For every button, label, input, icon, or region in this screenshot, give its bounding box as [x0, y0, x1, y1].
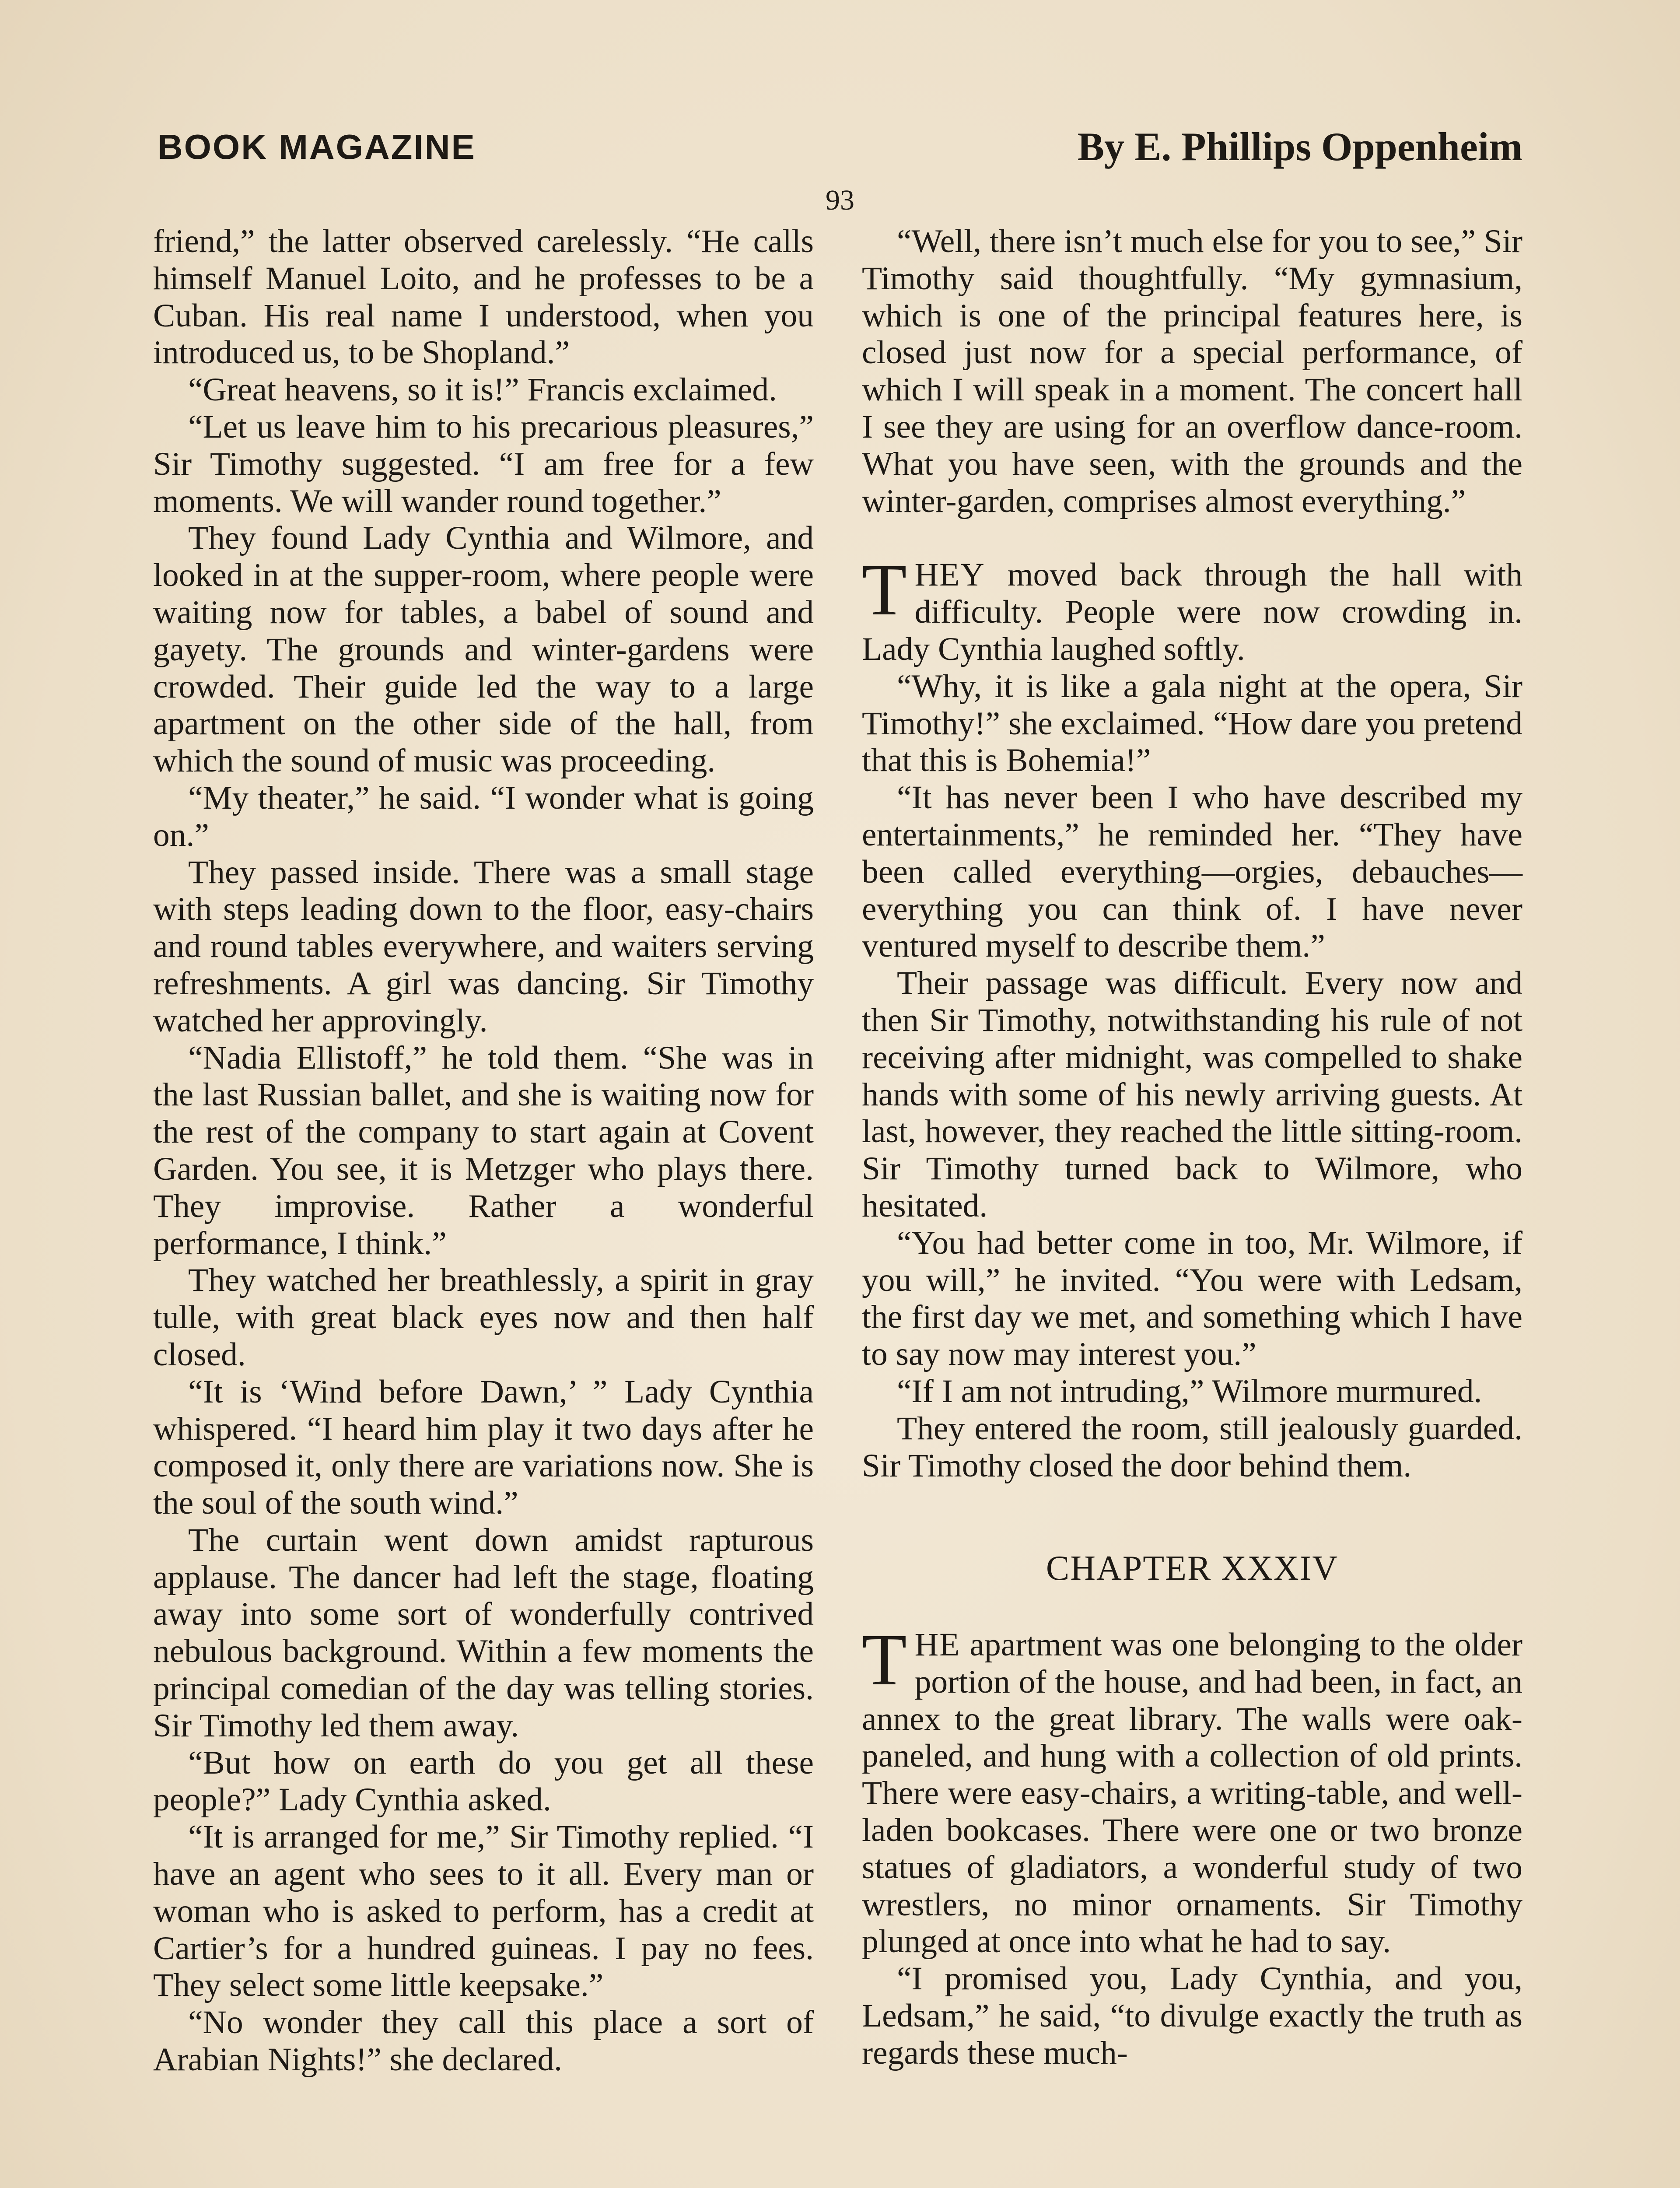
right-column — [862, 223, 1522, 2072]
paragraph: “Well, there isn’t much else for you to see,” Sir Timothy said thoughtfully. “My gymnasium, which is one of the principal features here, is closed just now for a special performance, of which I will speak in a moment. The concert hall I see they are using for an overflow dance-room. What you have seen, with the grounds and the winter-garden, comprises almost everything.” — [862, 223, 1522, 519]
paragraph: “You had better come in too, Mr. Wilmore, if you will,” he invited. “You were with Ledsam, the first day we met, and something which I have to say now may interest you.” — [862, 1224, 1522, 1373]
magazine-title: BOOK MAGAZINE — [158, 127, 476, 166]
paragraph: “Great heavens, so it is!” Francis exclaimed. — [188, 372, 777, 408]
section-opening-paragraph — [862, 549, 1522, 668]
opening-text: apartment was one belonging to the older portion of the house, and had been, in fact, an annex to the great library. The walls were oak-paneled, and hung with a collection of old prints. There were easy-chairs, a writing-table, and well-laden bookcases. There were one or two bronze statues of gladiators, a wonderful study of two wrestlers, no minor ornaments. Sir Timothy plunged at once into what he had to say. — [862, 1627, 1522, 1960]
paragraph: Their passage was difficult. Every now and then Sir Timothy, notwithstanding his rule of not receiving after midnight, was compelled to shake hands with some of his newly arriving guests. At last, however, they reached the little sitting-room. Sir Timothy turned back to Wilmore, who hesitated. — [862, 965, 1522, 1224]
paragraph: “If I am not intruding,” Wilmore murmured. — [897, 1373, 1482, 1410]
section-gap — [862, 520, 1522, 557]
paragraph: They passed inside. There was a small stage with steps leading down to the floor, easy-chairs and round tables everywhere, and waiters serving refreshments. A girl was dancing. Sir Timothy watched her approvingly. — [153, 854, 814, 1039]
paragraph: “But how on earth do you get all these people?” Lady Cynthia asked. — [153, 1744, 814, 1818]
paragraph: friend,” the latter observed carelessly. “He calls himself Manuel Loito, and he professes to be a Cuban. His real name I understood, when you introduced us, to be Shopland.” — [153, 223, 814, 371]
paragraph: “Why, it is like a gala night at the opera, Sir Timothy!” she exclaimed. “How dare you pretend that this is Bohemia!” — [862, 668, 1522, 779]
running-header — [158, 124, 1522, 175]
drop-cap: T — [862, 549, 907, 631]
left-column — [153, 223, 814, 2079]
paragraph: “It is ‘Wind before Dawn,’ ” Lady Cynthia whispered. “I heard him play it two days after he composed it, only there are variations now. She is the soul of the south wind.” — [153, 1373, 814, 1522]
chapter-opening-paragraph — [862, 1619, 1522, 1960]
opening-word: HE — [914, 1627, 961, 1663]
drop-cap: T — [862, 1619, 907, 1701]
paragraph: The curtain went down amidst rapturous applause. The dancer had left the stage, floating away into some sort of wonderfully contrived nebulous background. Within a few moments the principal comedian of the day was telling stories. Sir Timothy led them away. — [153, 1522, 814, 1744]
opening-word: HEY — [914, 557, 985, 593]
paragraph: “No wonder they call this place a sort of Arabian Nights!” she declared. — [153, 2004, 814, 2078]
paragraph: “Nadia Ellistoff,” he told them. “She was in the last Russian ballet, and she is waiting now for the rest of the company to start again at Covent Garden. You see, it is Metzger who plays there. They improvise. Rather a wonderful performance, I think.” — [153, 1039, 814, 1262]
author-byline: By E. Phillips Oppenheim — [1077, 124, 1522, 169]
opening-text: moved back through the hall with difficulty. People were now crowding in. Lady Cynthia laughed softly. — [862, 557, 1522, 667]
paragraph: They watched her breathlessly, a spirit in gray tulle, with great black eyes now and then half closed. — [153, 1262, 814, 1373]
paragraph: “It is arranged for me,” Sir Timothy replied. “I have an agent who sees to it all. Every man or woman who is asked to perform, has a credit at Cartier’s for a hundred guineas. I pay no fees. They select some little keepsake.” — [153, 1819, 814, 2004]
paragraph: They entered the room, still jealously guarded. Sir Timothy closed the door behind them. — [862, 1410, 1522, 1484]
chapter-heading: CHAPTER XXXIV — [1046, 1549, 1339, 1588]
paragraph: “It has never been I who have described my entertainments,” he reminded her. “They have been called everything—orgies, debauches—everything you can think of. I have never ventured myself to describe them.” — [862, 779, 1522, 964]
paragraph: “I promised you, Lady Cynthia, and you, Ledsam,” he said, “to divulge exactly the truth as regards these much- — [862, 1960, 1522, 2071]
page-number: 93 — [826, 184, 854, 216]
paragraph: “Let us leave him to his precarious pleasures,” Sir Timothy suggested. “I am free for a few moments. We will wander round together.” — [153, 408, 814, 519]
paragraph: “My theater,” he said. “I wonder what is going on.” — [153, 779, 814, 853]
paragraph: They found Lady Cynthia and Wilmore, and looked in at the supper-room, where people were waiting now for tables, a babel of sound and gayety. The grounds and winter-gardens were crowded. Their guide led the way to a large apartment on the other side of the hall, from which the sound of music was proceeding. — [153, 520, 814, 779]
